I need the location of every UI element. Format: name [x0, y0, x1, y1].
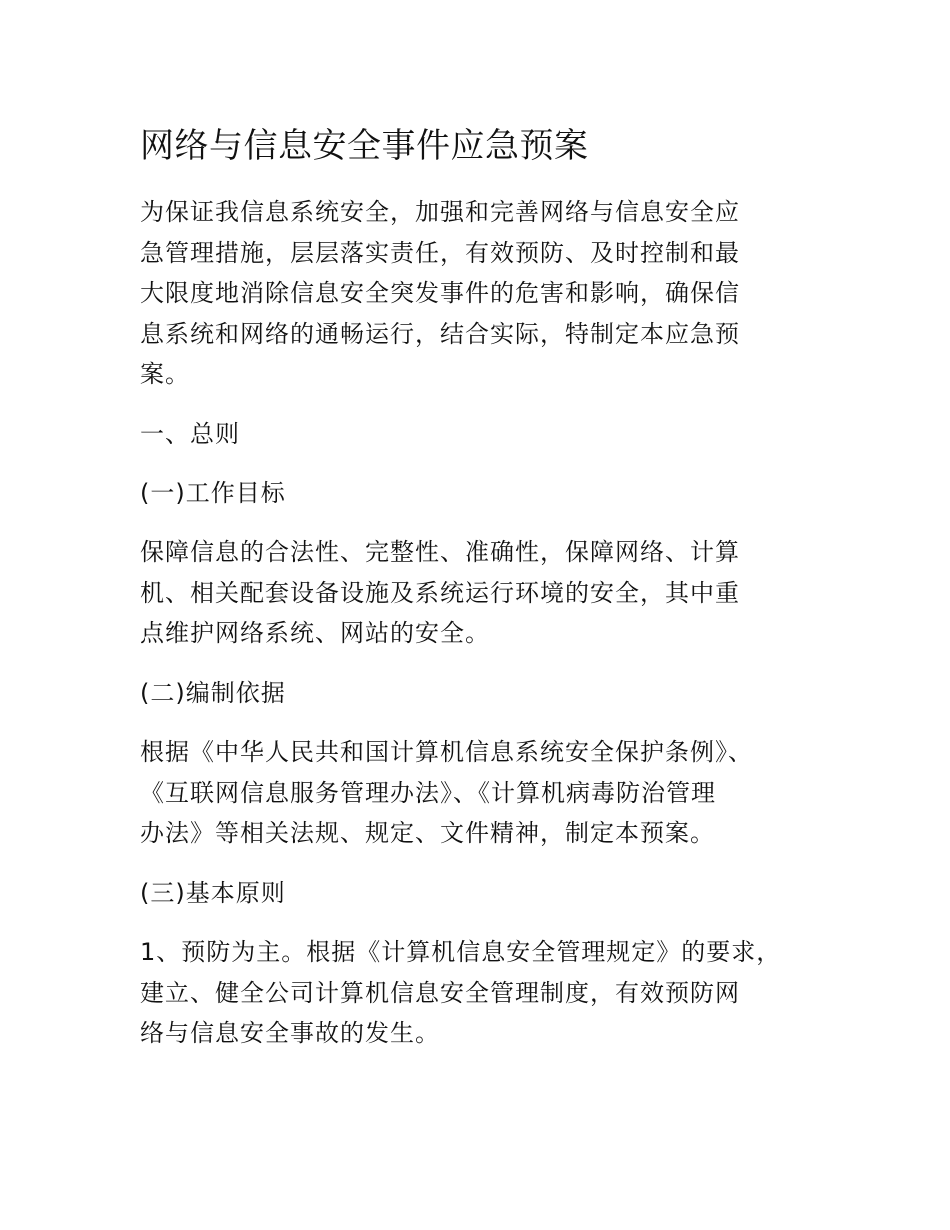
paragraph-line: 保障信息的合法性、完整性、准确性，保障网络、计算 — [140, 538, 740, 566]
objective-paragraph — [140, 532, 830, 654]
paragraph-line: 建立、健全公司计算机信息安全管理制度，有效预防网 — [140, 978, 740, 1007]
principles-paragraph — [140, 932, 830, 1054]
subsection-heading-text: (三)基本原则 — [140, 879, 286, 907]
section-heading — [140, 414, 830, 455]
intro-line: 为保证我信息系统安全，加强和完善网络与信息安全应 — [140, 198, 740, 226]
basis-paragraph — [140, 732, 830, 854]
intro-line: 急管理措施，层层落实责任，有效预防、及时控制和最 — [140, 238, 740, 267]
paragraph-line: 络与信息安全事故的发生。 — [140, 1019, 440, 1047]
paragraph-line: 办法》等相关法规、规定、文件精神，制定本预案。 — [140, 819, 715, 847]
subsection-heading — [140, 873, 830, 914]
paragraph-line: 点维护网络系统、网站的安全。 — [140, 619, 490, 647]
subsection-heading — [140, 673, 830, 714]
paragraph-line: 根据《中华人民共和国计算机信息系统安全保护条例》、 — [140, 738, 753, 766]
subsection-heading-text: (一)工作目标 — [140, 479, 286, 507]
section-heading-text: 一、总则 — [140, 420, 240, 448]
subsection-heading — [140, 473, 830, 514]
intro-paragraph — [140, 192, 830, 395]
paragraph-line: 《互联网信息服务管理办法》、《计算机病毒防治管理 — [140, 778, 716, 807]
intro-line: 大限度地消除信息安全突发事件的危害和影响，确保信 — [140, 279, 740, 307]
paragraph-line: 1、预防为主。根据《计算机信息安全管理规定》的要求， — [140, 938, 782, 966]
intro-line: 案。 — [140, 360, 190, 388]
document-title: 网络与信息安全事件应急预案 — [140, 126, 589, 166]
intro-line: 息系统和网络的通畅运行，结合实际，特制定本应急预 — [140, 319, 740, 348]
subsection-heading-text: (二)编制依据 — [140, 679, 286, 707]
paragraph-line: 机、相关配套设备设施及系统运行环境的安全，其中重 — [140, 578, 740, 607]
